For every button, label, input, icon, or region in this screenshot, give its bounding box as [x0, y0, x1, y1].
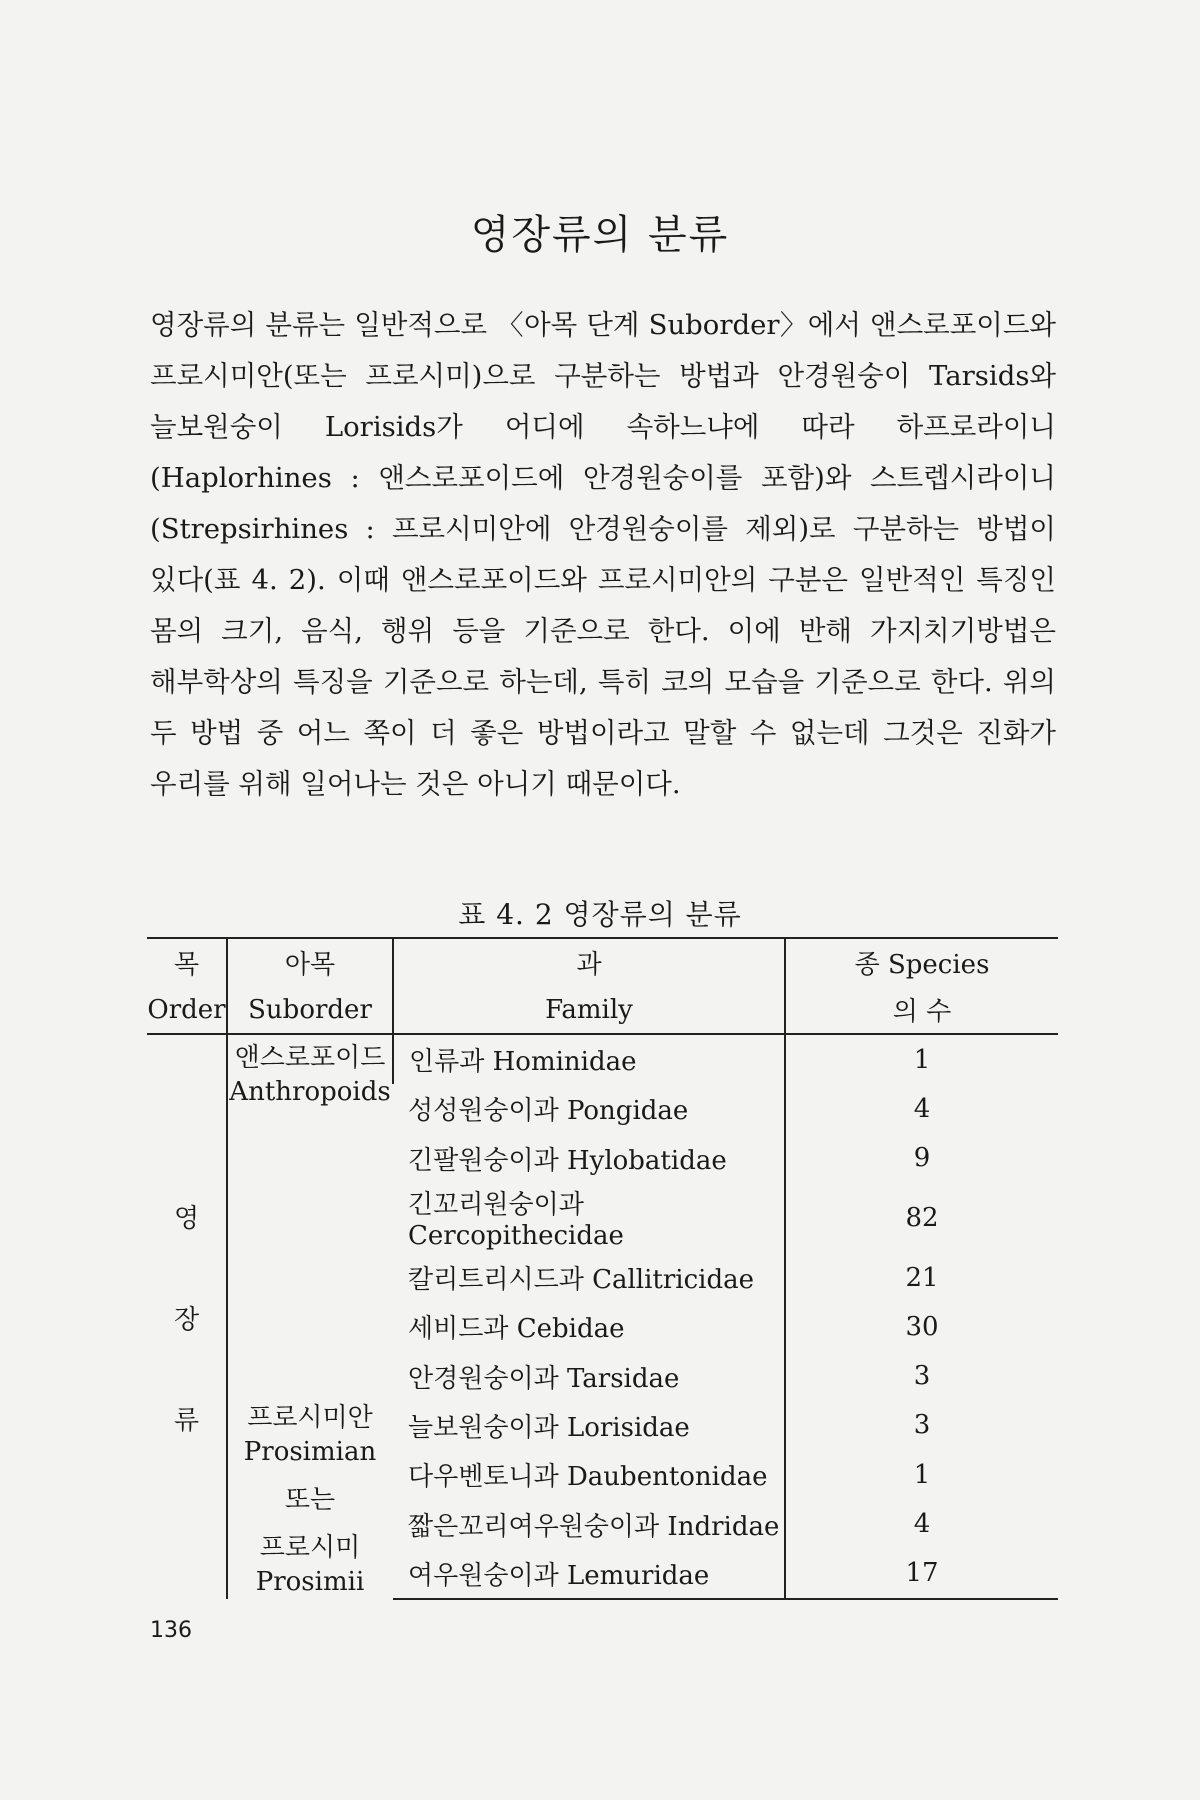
suborder-prosimii-en: Prosimii: [255, 1567, 365, 1597]
suborder-anthropoids: [228, 1035, 392, 1109]
header-order-ko: 목: [147, 938, 227, 986]
suborder-anthropoids-ko: 앤스로포이드: [234, 1043, 386, 1073]
body-paragraph: 영장류의 분류는 일반적으로 〈아목 단계 Suborder〉에서 앤스로포이드와 프로시미안(또는 프로시미)으로 구분하는 방법과 안경원숭이 Tarsids와 늘보원숭이 Lorisids가 어디에 속하느냐에 따라 하프로라이니(Haplorhines : 앤스로포이드에 안경원숭이를 포함)와 스트렙시라이니(Strepsirhines : 프로시미안에 안경원숭이를 제외)로 구분하는 방법이 있다(표 4. 2). 이때 앤스로포이드와 프로시미안의 구분은 일반적인 특징인 몸의 크기, 음식, 행위 등을 기준으로 한다. 이에 반해 가지치기방법은 해부학상의 특징을 기준으로 하는데, 특히 코의 모습을 기준으로 한다. 위의 두 방법 중 어느 쪽이 더 좋은 방법이라고 말할 수 없는데 그것은 진화가 우리를 위해 일어나는 것은 아니기 때문이다.: [150, 309, 1056, 800]
family-cell: 세비드과 Cebidae: [408, 1314, 625, 1345]
order-char: 장: [173, 1304, 200, 1335]
species-count: 1: [785, 1034, 1058, 1084]
header-order-en: Order: [147, 986, 227, 1034]
suborder-prosimii-ko: 프로시미: [259, 1533, 361, 1563]
family-cell: 칼리트리시드과 Callitricidae: [408, 1265, 755, 1296]
species-count: 17: [785, 1549, 1058, 1599]
species-count: 9: [785, 1134, 1058, 1183]
family-cell: 여우원숭이과 Lemuridae: [393, 1549, 785, 1599]
order-char: 류: [173, 1405, 200, 1436]
species-count: 4: [785, 1499, 1058, 1548]
header-family-ko: 과: [393, 938, 785, 986]
family-cell: 다우벤토니과 Daubentonidae: [408, 1462, 768, 1493]
suborder-cell: [227, 1034, 393, 1599]
header-family-en: Family: [393, 986, 785, 1034]
header-species-ko2: 의 수: [785, 986, 1058, 1034]
table-row: [147, 1034, 1058, 1084]
suborder-prosimian-ko: 프로시미안: [247, 1403, 373, 1433]
family-cell: 성성원숭이과 Pongidae: [408, 1096, 689, 1127]
header-species-ko: 종 Species: [785, 938, 1058, 986]
suborder-prosimian-en: Prosimian: [243, 1437, 377, 1467]
species-count: 30: [785, 1302, 1058, 1351]
species-count: 3: [785, 1352, 1058, 1401]
species-count: 21: [785, 1253, 1058, 1302]
family-cell: 늘보원숭이과 Lorisidae: [408, 1412, 690, 1443]
header-suborder-en: Suborder: [227, 986, 393, 1034]
table-caption: 표 4. 2 영장류의 분류: [458, 898, 742, 931]
page-title: 영장류의 분류: [470, 212, 730, 258]
species-count: 1: [785, 1450, 1058, 1499]
page-number: 136: [150, 1618, 192, 1643]
classification-table: [147, 937, 1058, 1600]
family-cell: 인류과 Hominidae: [393, 1034, 785, 1084]
family-cell: 짧은꼬리여우원숭이과 Indridae: [408, 1511, 780, 1542]
family-cell: 안경원숭이과 Tarsidae: [408, 1363, 680, 1394]
family-cell: 긴꼬리원숭이과 Cercopithecidae: [408, 1190, 624, 1252]
header-suborder-ko: 아목: [227, 938, 393, 986]
species-count: 3: [785, 1401, 1058, 1450]
suborder-or: 또는: [284, 1485, 336, 1515]
species-count: 82: [785, 1183, 1058, 1253]
order-char: 영: [173, 1203, 200, 1234]
suborder-prosimians: [228, 1109, 392, 1599]
order-cell: [147, 1034, 227, 1599]
family-cell: 긴팔원숭이과 Hylobatidae: [408, 1145, 727, 1176]
suborder-anthropoids-en: Anthropoids: [229, 1077, 391, 1107]
species-count: 4: [785, 1084, 1058, 1133]
